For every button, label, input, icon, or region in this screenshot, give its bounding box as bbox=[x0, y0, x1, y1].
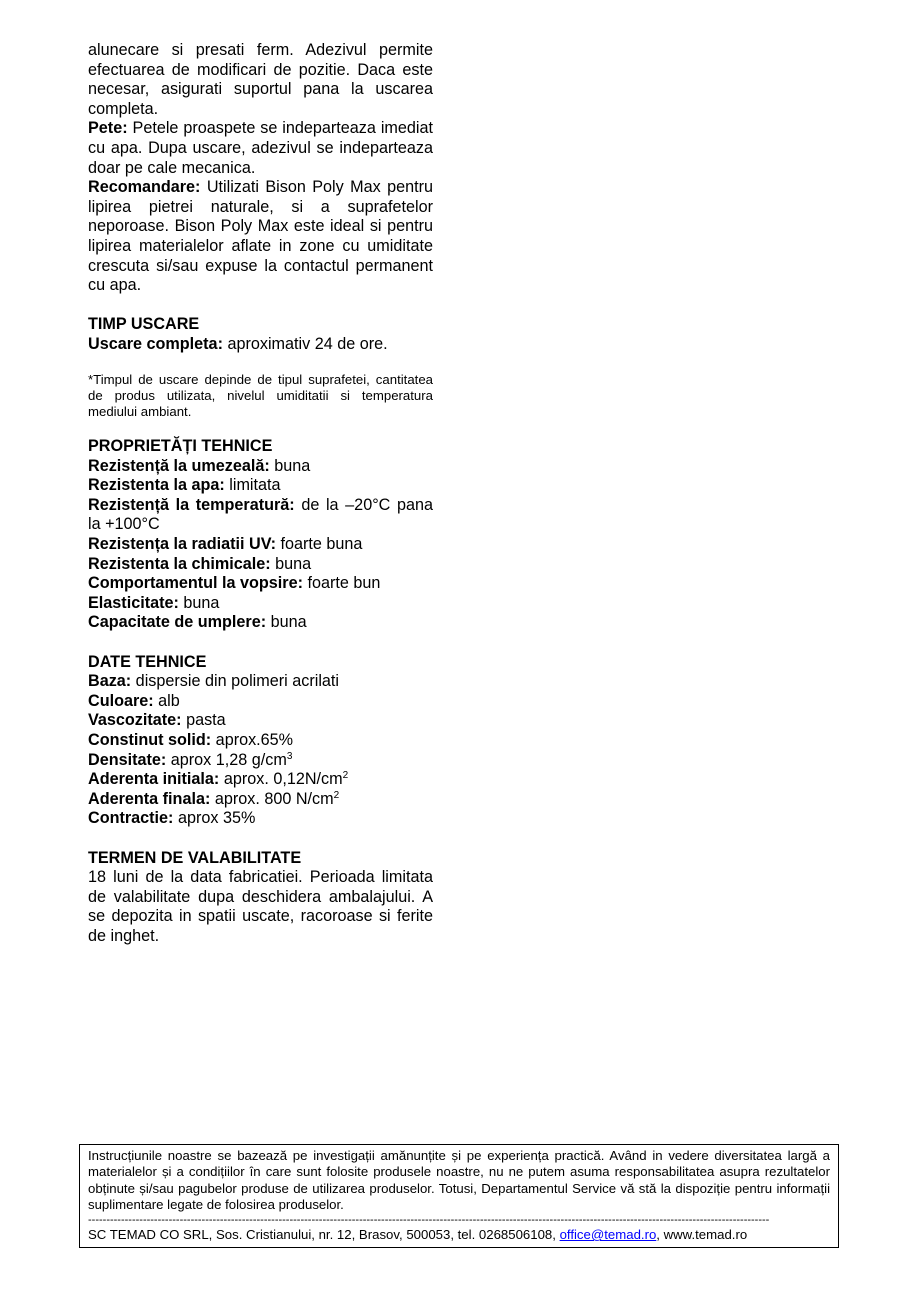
property-label: Rezistenta la apa: bbox=[88, 476, 225, 495]
technical-row-baza bbox=[88, 672, 433, 692]
recommendation-text: Utilizati Bison Poly Max pentru lipirea pietrei naturale, si a suprafetelor neporoase. Bison Poly Max este ideal si pentru lipirea materialelor aflate in zone cu umiditate crescuta si/sau expuse la contactul permanent cu apa. bbox=[88, 178, 433, 295]
property-row bbox=[88, 555, 433, 575]
technical-label: Baza: bbox=[88, 672, 132, 691]
footer-website: , www.temad.ro bbox=[656, 1227, 748, 1243]
property-row bbox=[88, 496, 433, 535]
property-value: de la –20°C pana la +100°C bbox=[88, 495, 433, 534]
footer-email-link[interactable]: office@temad.ro bbox=[559, 1227, 657, 1243]
property-row bbox=[88, 613, 433, 633]
footer-separator: ------------------------------------------------------------------------------------------------------------------------------------------------------------------------------------------ bbox=[88, 1214, 770, 1227]
technical-value: aprox 35% bbox=[173, 809, 256, 828]
technical-value: alb bbox=[153, 691, 180, 710]
technical-value: aprox. 800 N/cm bbox=[210, 789, 334, 808]
property-row bbox=[88, 594, 433, 614]
property-value: buna bbox=[270, 554, 312, 573]
footer-box bbox=[79, 1144, 839, 1248]
property-label: Elasticitate: bbox=[88, 593, 179, 612]
properties-heading: PROPRIETĂȚI TEHNICE bbox=[88, 437, 273, 456]
property-row bbox=[88, 457, 433, 477]
drying-note: *Timpul de uscare depinde de tipul suprafetei, cantitatea de produs utilizata, nivelul umiditatii si temperatura mediului ambiant. bbox=[88, 371, 433, 419]
property-label: Rezistenta la chimicale: bbox=[88, 554, 271, 573]
technical-label: Densitate: bbox=[88, 750, 167, 769]
validity-heading: TERMEN DE VALABILITATE bbox=[88, 848, 302, 867]
property-value: buna bbox=[178, 593, 220, 612]
drying-heading: TIMP USCARE bbox=[88, 315, 200, 334]
technical-row-aderenta-initiala bbox=[88, 770, 433, 790]
superscript: 2 bbox=[342, 770, 349, 782]
technical-label: Aderenta initiala: bbox=[88, 770, 220, 789]
technical-row-culoare bbox=[88, 692, 433, 712]
property-label: Rezistența la radiatii UV: bbox=[88, 535, 277, 554]
property-value: foarte buna bbox=[276, 535, 363, 554]
technical-row-densitate bbox=[88, 751, 433, 771]
property-label: Rezistență la temperatură: bbox=[88, 495, 295, 514]
technical-label: Vascozitate: bbox=[88, 711, 182, 730]
property-value: limitata bbox=[224, 476, 281, 495]
superscript: 2 bbox=[333, 789, 340, 801]
property-label: Rezistență la umezeală: bbox=[88, 456, 270, 475]
intro-paragraph: alunecare si presati ferm. Adezivul permite efectuarea de modificari de pozitie. Daca este necesar, asigurati suportul pana la uscarea completa. bbox=[88, 41, 433, 118]
property-value: buna bbox=[269, 456, 311, 475]
pete-text: Petele proaspete se indeparteaza imediat cu apa. Dupa uscare, adezivul se indeparteaza doar pe cale mecanica. bbox=[88, 119, 433, 177]
recommendation-label: Recomandare: bbox=[88, 178, 201, 197]
pete-paragraph bbox=[88, 119, 433, 178]
technical-label: Contractie: bbox=[88, 809, 174, 828]
property-row bbox=[88, 535, 433, 555]
technical-value: aprox. 0,12N/cm bbox=[219, 770, 343, 789]
technical-heading: DATE TEHNICE bbox=[88, 652, 207, 671]
validity-text: 18 luni de la data fabricatiei. Perioada limitata de valabilitate dupa deschidera ambalajului. A se depozita in spatii uscate, racoroase si ferite de inghet. bbox=[88, 868, 433, 945]
property-label: Comportamentul la vopsire: bbox=[88, 574, 303, 593]
technical-row-aderenta-finala bbox=[88, 790, 433, 810]
property-value: foarte bun bbox=[302, 574, 381, 593]
property-row bbox=[88, 476, 433, 496]
property-row bbox=[88, 574, 433, 594]
technical-row-vascozitate bbox=[88, 711, 433, 731]
property-value: buna bbox=[266, 613, 307, 632]
footer-company: SC TEMAD CO SRL, Sos. Cristianului, nr. 12, Brasov, 500053, tel. 0268506108, bbox=[88, 1227, 560, 1243]
footer-disclaimer: Instrucțiunile noastre se bazează pe investigații amănunțite și pe experiența practică. Având in vedere diversitatea largă a materialelor și a condițiilor în care sunt folosite produsele noastre, nu ne putem asuma responsabilitatea asupra rezultatelor obținute și/sau pagubelor produse de utilizarea produselor. Totusi, Departamentul Service vă stă la dispoziție pentru informații suplimentare legate de folosirea produselor. bbox=[88, 1148, 830, 1212]
property-label: Capacitate de umplere: bbox=[88, 613, 267, 632]
technical-value: aprox.65% bbox=[211, 731, 294, 750]
technical-value: dispersie din polimeri acrilati bbox=[131, 672, 340, 691]
recommendation-paragraph bbox=[88, 178, 433, 296]
drying-full-value: aproximativ 24 de ore. bbox=[222, 334, 388, 353]
technical-value: pasta bbox=[181, 711, 226, 730]
pete-label: Pete: bbox=[88, 119, 128, 138]
technical-label: Culoare: bbox=[88, 691, 154, 710]
technical-label: Aderenta finala: bbox=[88, 789, 211, 808]
footer-contact bbox=[88, 1227, 830, 1243]
technical-value: aprox 1,28 g/cm bbox=[166, 750, 287, 769]
superscript: 3 bbox=[286, 750, 293, 762]
drying-full-label: Uscare completa: bbox=[88, 334, 223, 353]
technical-row-solid bbox=[88, 731, 433, 751]
technical-row-contractie bbox=[88, 809, 433, 829]
drying-full bbox=[88, 335, 433, 355]
main-column bbox=[88, 41, 433, 947]
technical-label: Constinut solid: bbox=[88, 731, 212, 750]
